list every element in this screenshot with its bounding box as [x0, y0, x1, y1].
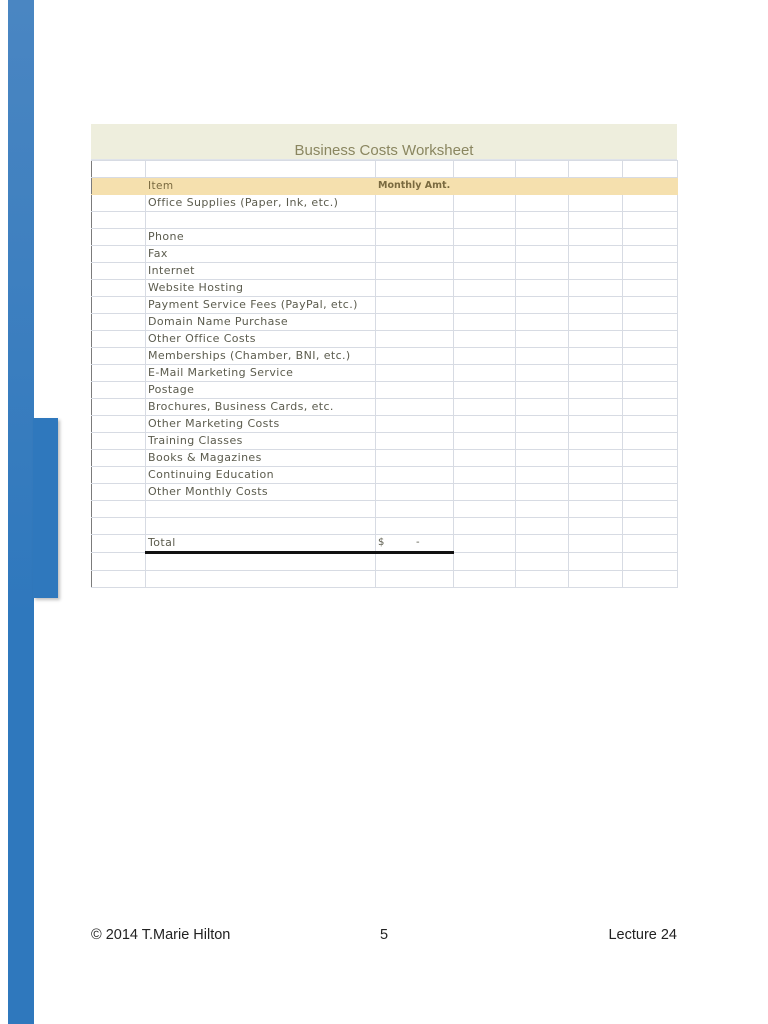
grid-cell: [516, 212, 569, 229]
grid-cell: [92, 246, 146, 263]
grid-cell: [516, 484, 569, 501]
grid-cell: [623, 178, 678, 195]
grid-cell: [516, 518, 569, 535]
grid-cell: [454, 553, 516, 571]
grid-cell: [623, 297, 678, 314]
column-header-row: [92, 178, 678, 195]
grid-cell: [454, 297, 516, 314]
cost-item-label: [146, 501, 376, 518]
grid-cell: [623, 246, 678, 263]
grid-cell: [92, 450, 146, 467]
grid-cell: [623, 263, 678, 280]
amount-column-header: Monthly Amt.: [376, 178, 454, 195]
grid-cell: [569, 280, 623, 297]
grid-cell: [454, 161, 516, 178]
grid-cell: [92, 433, 146, 450]
grid-cell: [569, 399, 623, 416]
cost-amount-cell[interactable]: [376, 433, 454, 450]
cost-item-label: Memberships (Chamber, BNI, etc.): [146, 348, 376, 365]
item-column-header: Item: [146, 178, 376, 195]
grid-cell: [569, 571, 623, 588]
cost-item-label: Training Classes: [146, 433, 376, 450]
grid-cell: [376, 571, 454, 588]
cost-item-label: Fax: [146, 246, 376, 263]
grid-cell: [569, 484, 623, 501]
cost-row: [92, 416, 678, 433]
grid-cell: [454, 229, 516, 246]
grid-cell: [516, 450, 569, 467]
cost-item-label: Internet: [146, 263, 376, 280]
grid-cell: [454, 195, 516, 212]
total-amount: [376, 535, 454, 553]
grid-cell: [623, 348, 678, 365]
grid-cell: [516, 195, 569, 212]
grid-cell: [92, 212, 146, 229]
cost-item-label: [146, 212, 376, 229]
cost-row: [92, 348, 678, 365]
grid-row-blank: [92, 553, 678, 571]
cost-item-label: Website Hosting: [146, 280, 376, 297]
worksheet-grid: [91, 160, 678, 588]
grid-cell: [454, 535, 516, 553]
grid-cell: [516, 246, 569, 263]
worksheet: [91, 124, 677, 588]
cost-row: [92, 314, 678, 331]
cost-amount-cell[interactable]: [376, 212, 454, 229]
grid-cell: [569, 331, 623, 348]
cost-item-label: Postage: [146, 382, 376, 399]
footer-lecture: Lecture 24: [608, 927, 677, 943]
grid-cell: [516, 348, 569, 365]
grid-cell: [569, 229, 623, 246]
grid-cell: [569, 263, 623, 280]
cost-amount-cell[interactable]: [376, 246, 454, 263]
cost-item-label: Phone: [146, 229, 376, 246]
cost-amount-cell[interactable]: [376, 501, 454, 518]
cost-item-label: [146, 518, 376, 535]
grid-cell: [92, 571, 146, 588]
grid-cell: [569, 314, 623, 331]
grid-cell: [454, 246, 516, 263]
grid-cell: [92, 416, 146, 433]
side-bar: [8, 0, 34, 1024]
cost-item-label: Other Marketing Costs: [146, 416, 376, 433]
grid-cell: [516, 280, 569, 297]
grid-cell: [92, 263, 146, 280]
grid-cell: [569, 246, 623, 263]
grid-cell: [454, 314, 516, 331]
grid-cell: [454, 450, 516, 467]
grid-cell: [516, 571, 569, 588]
grid-cell: [569, 501, 623, 518]
grid-cell: [516, 229, 569, 246]
grid-cell: [454, 263, 516, 280]
cost-amount-cell[interactable]: [376, 450, 454, 467]
grid-cell: [92, 365, 146, 382]
grid-cell: [516, 365, 569, 382]
cost-item-label: Brochures, Business Cards, etc.: [146, 399, 376, 416]
grid-cell: [516, 501, 569, 518]
title-band: [91, 124, 677, 160]
grid-row-blank: [92, 161, 678, 178]
cost-item-label: Books & Magazines: [146, 450, 376, 467]
grid-cell: [376, 553, 454, 571]
cost-amount-cell[interactable]: [376, 518, 454, 535]
grid-cell: [92, 161, 146, 178]
cost-item-label: Other Office Costs: [146, 331, 376, 348]
total-currency: $: [378, 537, 385, 548]
total-row: [92, 535, 678, 553]
grid-cell: [516, 416, 569, 433]
cost-amount-cell[interactable]: [376, 195, 454, 212]
grid-row-blank: [92, 571, 678, 588]
grid-cell: [454, 178, 516, 195]
grid-cell: [454, 365, 516, 382]
grid-cell: [146, 553, 376, 571]
grid-cell: [623, 553, 678, 571]
grid-cell: [454, 382, 516, 399]
grid-cell: [454, 280, 516, 297]
grid-cell: [516, 263, 569, 280]
grid-cell: [569, 416, 623, 433]
cost-row: [92, 501, 678, 518]
cost-amount-cell[interactable]: [376, 314, 454, 331]
grid-cell: [146, 571, 376, 588]
grid-cell: [92, 178, 146, 195]
worksheet-title: Business Costs Worksheet: [294, 142, 474, 159]
grid-cell: [623, 484, 678, 501]
cost-item-label: Domain Name Purchase: [146, 314, 376, 331]
grid-cell: [454, 433, 516, 450]
cost-item-label: Other Monthly Costs: [146, 484, 376, 501]
cost-row: [92, 382, 678, 399]
grid-cell: [454, 331, 516, 348]
footer-copyright: © 2014 T.Marie Hilton: [91, 927, 231, 943]
grid-cell: [569, 297, 623, 314]
grid-cell: [623, 331, 678, 348]
cost-row: [92, 280, 678, 297]
grid-cell: [92, 382, 146, 399]
grid-cell: [92, 467, 146, 484]
side-tab: [33, 418, 58, 598]
grid-cell: [623, 212, 678, 229]
grid-cell: [92, 348, 146, 365]
grid-cell: [376, 161, 454, 178]
cost-row: [92, 331, 678, 348]
grid-cell: [92, 484, 146, 501]
grid-cell: [623, 382, 678, 399]
total-value: -: [416, 537, 421, 548]
cost-row: [92, 263, 678, 280]
grid-cell: [516, 178, 569, 195]
grid-cell: [623, 416, 678, 433]
cost-amount-cell[interactable]: [376, 484, 454, 501]
cost-row: [92, 433, 678, 450]
cost-amount-cell[interactable]: [376, 229, 454, 246]
grid-cell: [92, 297, 146, 314]
cost-row: [92, 484, 678, 501]
grid-cell: [92, 518, 146, 535]
grid-cell: [454, 518, 516, 535]
grid-cell: [569, 535, 623, 553]
grid-cell: [623, 314, 678, 331]
cost-amount-cell[interactable]: [376, 280, 454, 297]
grid-cell: [454, 416, 516, 433]
grid-cell: [92, 553, 146, 571]
cost-amount-cell[interactable]: [376, 399, 454, 416]
grid-cell: [623, 450, 678, 467]
grid-cell: [92, 331, 146, 348]
grid-cell: [516, 161, 569, 178]
grid-cell: [569, 365, 623, 382]
grid-cell: [569, 178, 623, 195]
grid-cell: [516, 297, 569, 314]
cost-row: [92, 399, 678, 416]
cost-amount-cell[interactable]: [376, 297, 454, 314]
grid-cell: [569, 348, 623, 365]
grid-cell: [623, 571, 678, 588]
grid-cell: [92, 195, 146, 212]
grid-cell: [569, 467, 623, 484]
grid-cell: [516, 382, 569, 399]
grid-cell: [569, 518, 623, 535]
cost-item-label: E-Mail Marketing Service: [146, 365, 376, 382]
cost-row: [92, 297, 678, 314]
grid-cell: [92, 501, 146, 518]
grid-cell: [454, 484, 516, 501]
grid-cell: [569, 382, 623, 399]
grid-cell: [146, 161, 376, 178]
cost-row: [92, 467, 678, 484]
grid-cell: [569, 212, 623, 229]
grid-cell: [569, 195, 623, 212]
grid-cell: [623, 229, 678, 246]
grid-cell: [454, 348, 516, 365]
cost-row: [92, 246, 678, 263]
grid-cell: [569, 433, 623, 450]
grid-cell: [516, 553, 569, 571]
cost-amount-cell[interactable]: [376, 467, 454, 484]
grid-cell: [623, 501, 678, 518]
grid-cell: [516, 467, 569, 484]
grid-cell: [92, 399, 146, 416]
cost-row: [92, 229, 678, 246]
grid-cell: [623, 433, 678, 450]
grid-cell: [569, 450, 623, 467]
grid-cell: [516, 399, 569, 416]
grid-cell: [623, 365, 678, 382]
grid-body: [92, 161, 678, 588]
grid-cell: [623, 467, 678, 484]
grid-cell: [623, 535, 678, 553]
cost-row: [92, 195, 678, 212]
grid-cell: [623, 399, 678, 416]
cost-row: [92, 450, 678, 467]
cost-row: [92, 518, 678, 535]
grid-cell: [454, 467, 516, 484]
cost-row: [92, 212, 678, 229]
total-label: Total: [146, 535, 376, 553]
cost-item-label: Continuing Education: [146, 467, 376, 484]
grid-cell: [623, 161, 678, 178]
cost-item-label: Payment Service Fees (PayPal, etc.): [146, 297, 376, 314]
grid-cell: [516, 331, 569, 348]
cost-amount-cell[interactable]: [376, 382, 454, 399]
cost-amount-cell[interactable]: [376, 348, 454, 365]
grid-cell: [623, 195, 678, 212]
cost-amount-cell[interactable]: [376, 263, 454, 280]
grid-cell: [569, 553, 623, 571]
grid-cell: [92, 229, 146, 246]
grid-cell: [454, 399, 516, 416]
footer-page-number: 5: [380, 927, 389, 943]
grid-cell: [454, 212, 516, 229]
grid-cell: [92, 314, 146, 331]
grid-cell: [454, 501, 516, 518]
grid-cell: [92, 280, 146, 297]
cost-amount-cell[interactable]: [376, 365, 454, 382]
grid-cell: [569, 161, 623, 178]
grid-cell: [516, 433, 569, 450]
cost-item-label: Office Supplies (Paper, Ink, etc.): [146, 195, 376, 212]
grid-cell: [623, 280, 678, 297]
cost-amount-cell[interactable]: [376, 416, 454, 433]
grid-cell: [623, 518, 678, 535]
grid-cell: [92, 535, 146, 553]
cost-amount-cell[interactable]: [376, 331, 454, 348]
cost-row: [92, 365, 678, 382]
grid-cell: [516, 314, 569, 331]
grid-cell: [454, 571, 516, 588]
grid-cell: [516, 535, 569, 553]
